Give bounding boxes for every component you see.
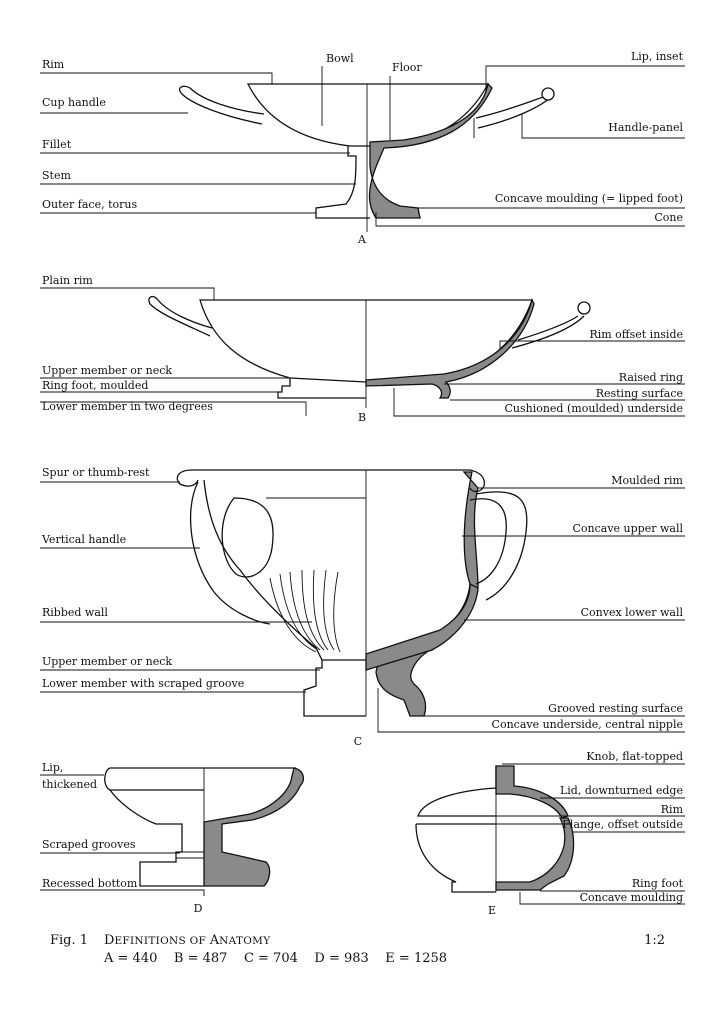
profile-d <box>105 768 304 886</box>
label-resting-surface: Resting surface <box>595 387 683 400</box>
label-concave-moulding-e: Concave moulding <box>579 891 683 904</box>
label-grooved-resting-surface: Grooved resting surface <box>548 702 683 715</box>
label-lid-downturned-edge: Lid, downturned edge <box>559 784 683 797</box>
caption-scale: 1:2 <box>644 933 665 948</box>
label-raised-ring: Raised ring <box>618 371 683 384</box>
kantharos-foot <box>304 660 366 716</box>
label-handle-panel: Handle-panel <box>608 121 683 134</box>
label-convex-lower-wall: Convex lower wall <box>580 606 683 619</box>
caption-catalogue-numbers: A = 440 B = 487 C = 704 D = 983 E = 1258 <box>104 951 448 966</box>
label-recessed-bottom: Recessed bottom <box>42 877 138 890</box>
caption-title: DEFINITIONS OF ANATOMY <box>104 933 271 948</box>
cup-b-labels <box>42 274 683 424</box>
pyxis-section <box>496 766 568 818</box>
pyxis-body <box>416 824 496 892</box>
label-cone: Cone <box>654 211 683 224</box>
figure-letter-b: B <box>357 411 367 424</box>
cup-b-handle-knob <box>578 302 590 314</box>
label-vertical-handle: Vertical handle <box>42 533 127 546</box>
label-floor: Floor <box>392 61 422 74</box>
kantharos-ribs <box>270 570 340 652</box>
label-knob-flat-topped: Knob, flat-topped <box>586 750 683 763</box>
label-lower-member-two-degrees: Lower member in two degrees <box>42 400 213 413</box>
label-ribbed-wall: Ribbed wall <box>42 606 108 619</box>
kantharos-left-handle <box>191 482 274 624</box>
figure-letter-d: D <box>193 902 203 915</box>
label-cup-handle: Cup handle <box>42 96 106 109</box>
label-upper-member-neck-b: Upper member or neck <box>42 364 173 377</box>
label-lower-member-scraped-groove: Lower member with scraped groove <box>42 677 245 690</box>
cup-a-stem <box>316 146 370 218</box>
label-outer-face-torus: Outer face, torus <box>42 198 138 211</box>
label-upper-member-neck-c: Upper member or neck <box>42 655 173 668</box>
bowl-d-labels <box>42 761 203 915</box>
cup-a-left-handle <box>180 86 264 124</box>
pyxis-lid <box>418 766 496 816</box>
label-bowl: Bowl <box>326 52 354 65</box>
figure-letter-e: E <box>487 904 497 917</box>
profile-e <box>416 766 574 892</box>
label-ring-foot: Ring foot <box>631 877 683 890</box>
bowl-d-grooves <box>176 852 204 858</box>
cup-a-right-handle <box>476 96 550 128</box>
profile-a <box>180 84 685 232</box>
cup-a-bowl-outline <box>248 84 488 146</box>
pyxis-labels <box>488 750 684 917</box>
label-lip: Lip, <box>42 761 64 774</box>
label-rim: Rim <box>42 58 65 71</box>
label-lip-inset: Lip, inset <box>630 50 683 63</box>
profile-b <box>149 297 590 408</box>
kantharos-section <box>376 472 478 716</box>
figure-caption <box>50 933 665 966</box>
label-concave-upper-wall: Concave upper wall <box>572 522 683 535</box>
label-flange-offset-outside: Flange, offset outside <box>562 818 683 831</box>
label-stem: Stem <box>42 169 71 182</box>
bowl-d-section <box>204 768 303 886</box>
label-spur-thumb-rest: Spur or thumb-rest <box>42 466 150 479</box>
label-rim-e: Rim <box>660 803 683 816</box>
cup-a-labels <box>42 50 684 246</box>
label-concave-moulding: Concave moulding (= lipped foot) <box>494 192 683 205</box>
label-cushioned-underside: Cushioned (moulded) underside <box>504 402 683 415</box>
figure-letter-c: C <box>353 735 363 748</box>
kantharos-labels <box>41 466 684 748</box>
cup-a-section <box>370 84 493 218</box>
cup-a-handle-knob <box>542 88 554 100</box>
label-scraped-grooves: Scraped grooves <box>42 838 136 851</box>
kantharos-left-spur <box>177 470 198 486</box>
label-thickened: thickened <box>42 778 97 791</box>
cup-b-left-handle <box>149 297 212 336</box>
label-plain-rim: Plain rim <box>42 274 93 287</box>
label-concave-underside-nipple: Concave underside, central nipple <box>491 718 683 731</box>
caption-fig-number: Fig. 1 <box>50 933 89 948</box>
label-rim-offset-inside: Rim offset inside <box>589 328 683 341</box>
label-moulded-rim: Moulded rim <box>611 474 683 487</box>
label-ring-foot-moulded: Ring foot, moulded <box>42 379 149 392</box>
label-fillet: Fillet <box>42 138 72 151</box>
figure-letter-a: A <box>358 233 366 246</box>
cup-b-section <box>366 300 534 398</box>
kantharos-section-wall <box>366 584 478 670</box>
